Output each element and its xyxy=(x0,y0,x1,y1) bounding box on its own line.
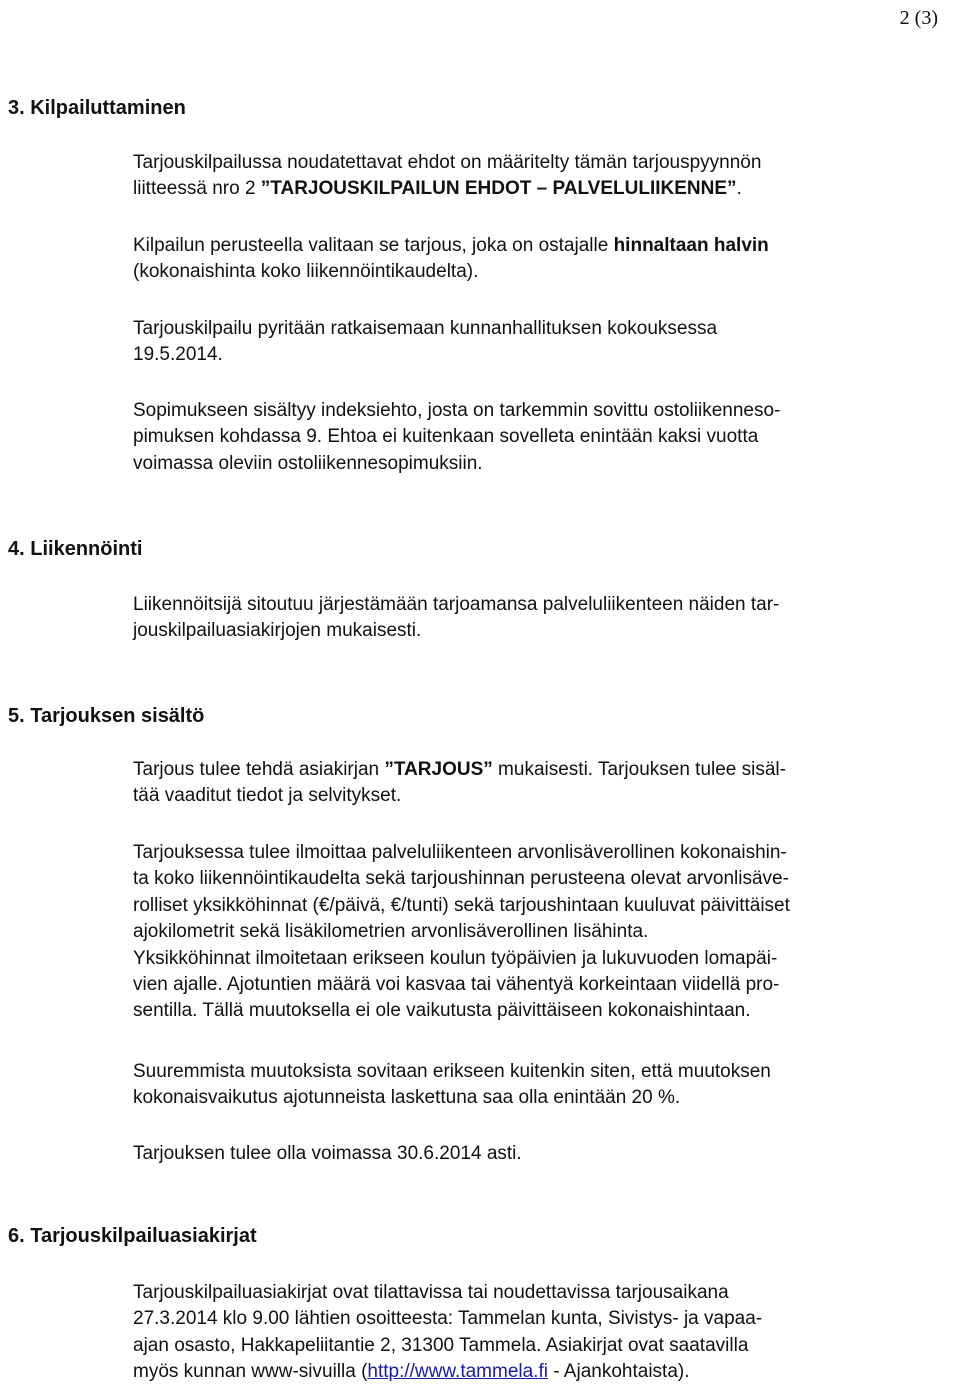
text-line: Sopimukseen sisältyy indeksiehto, josta on tarkemmin sovittu ostoliikenneso- xyxy=(133,400,781,421)
text-line: pimuksen kohdassa 9. Ehtoa ei kuitenkaan sovelleta enintään kaksi vuotta xyxy=(133,426,759,448)
text-line: 27.3.2014 klo 9.00 lähtien osoitteesta: Tammelan kunta, Sivistys- ja vapaa- xyxy=(133,1308,763,1330)
text-line: ajokilometrit sekä lisäkilometrien arvonlisäverollinen lisähinta. xyxy=(133,921,649,943)
text-line: 19.5.2014. xyxy=(133,344,223,366)
section-5-paragraph-validity xyxy=(133,1141,960,1167)
text-line: Tarjouskilpailussa noudatettavat ehdot on määritelty tämän tarjouspyynnön xyxy=(133,152,762,173)
section-6-paragraph xyxy=(133,1280,960,1386)
text-line: liitteessä nro 2 ”TARJOUSKILPAILUN EHDOT – PALVELULIIKENNE”. xyxy=(133,178,742,200)
text-line: jouskilpailuasiakirjojen mukaisesti. xyxy=(133,620,422,642)
section-5-paragraph-changes xyxy=(133,1059,960,1112)
text-line: rolliset yksikköhinnat (€/päivä, €/tunti) sekä tarjoushintaan kuuluvat päivittäiset xyxy=(133,894,790,916)
section-5-paragraph-pricing xyxy=(133,840,960,1025)
page-number: 2 (3) xyxy=(899,7,938,29)
text-line: ta koko liikennöintikaudelta sekä tarjoushinnan perusteena olevat arvonlisäve- xyxy=(133,868,789,890)
text-line: Tarjouskilpailu pyritään ratkaisemaan kunnanhallituksen kokouksessa xyxy=(133,318,718,339)
section-5-paragraph-form xyxy=(133,757,960,810)
section-3-paragraph-selection xyxy=(133,233,960,286)
emphasis-text: hinnaltaan halvin xyxy=(613,235,769,256)
section-3-paragraph-index xyxy=(133,398,960,477)
section-4-heading: 4. Liikennöinti xyxy=(8,538,143,560)
text-line: voimassa oleviin ostoliikennesopimuksiin. xyxy=(133,452,483,474)
section-3-paragraph-conditions xyxy=(133,150,960,203)
text-line: Tarjouskilpailuasiakirjat ovat tilattavissa tai noudettavissa tarjousaikana xyxy=(133,1282,729,1303)
text-line: vien ajalle. Ajotuntien määrä voi kasvaa tai vähentyä korkeintaan viidellä pro- xyxy=(133,974,780,996)
text-line: Kilpailun perusteella valitaan se tarjous, joka on ostajalle hinnaltaan halvin xyxy=(133,235,769,256)
text-line: kokonaisvaikutus ajotunneista laskettuna saa olla enintään 20 %. xyxy=(133,1087,681,1109)
form-title: ”TARJOUS” xyxy=(384,759,493,780)
section-6-heading: 6. Tarjouskilpailuasiakirjat xyxy=(8,1225,257,1247)
text-line: sentilla. Tällä muutoksella ei ole vaikutusta päivittäiseen kokonaishintaan. xyxy=(133,1000,751,1022)
website-link[interactable]: http://www.tammela.fi xyxy=(367,1361,548,1383)
text-line: Tarjous tulee tehdä asiakirjan ”TARJOUS” mukaisesti. Tarjouksen tulee sisäl- xyxy=(133,759,786,780)
appendix-title: ”TARJOUSKILPAILUN EHDOT – PALVELULIIKENNE” xyxy=(260,178,737,200)
text-line: Tarjouksen tulee olla voimassa 30.6.2014 asti. xyxy=(133,1143,522,1164)
section-3-heading: 3. Kilpailuttaminen xyxy=(8,97,186,119)
section-3-paragraph-decision xyxy=(133,316,960,369)
text-line: Tarjouksessa tulee ilmoittaa palveluliikenteen arvonlisäverollinen kokonaishin- xyxy=(133,842,787,863)
text-line: Suuremmista muutoksista sovitaan erikseen kuitenkin siten, että muutoksen xyxy=(133,1061,771,1082)
text-line: tää vaaditut tiedot ja selvitykset. xyxy=(133,785,402,807)
text-line: Liikennöitsijä sitoutuu järjestämään tarjoamansa palveluliikenteen näiden tar- xyxy=(133,594,780,615)
text-line: (kokonaishinta koko liikennöintikaudelta). xyxy=(133,261,479,283)
text-line: Yksikköhinnat ilmoitetaan erikseen koulun työpäivien ja lukuvuoden lomapäi- xyxy=(133,947,778,969)
text-line: myös kunnan www-sivuilla (http://www.tammela.fi - Ajankohtaista). xyxy=(133,1361,690,1383)
section-4-paragraph xyxy=(133,592,960,645)
section-5-heading: 5. Tarjouksen sisältö xyxy=(8,705,205,727)
text-line: ajan osasto, Hakkapeliitantie 2, 31300 Tammela. Asiakirjat ovat saatavilla xyxy=(133,1334,749,1356)
